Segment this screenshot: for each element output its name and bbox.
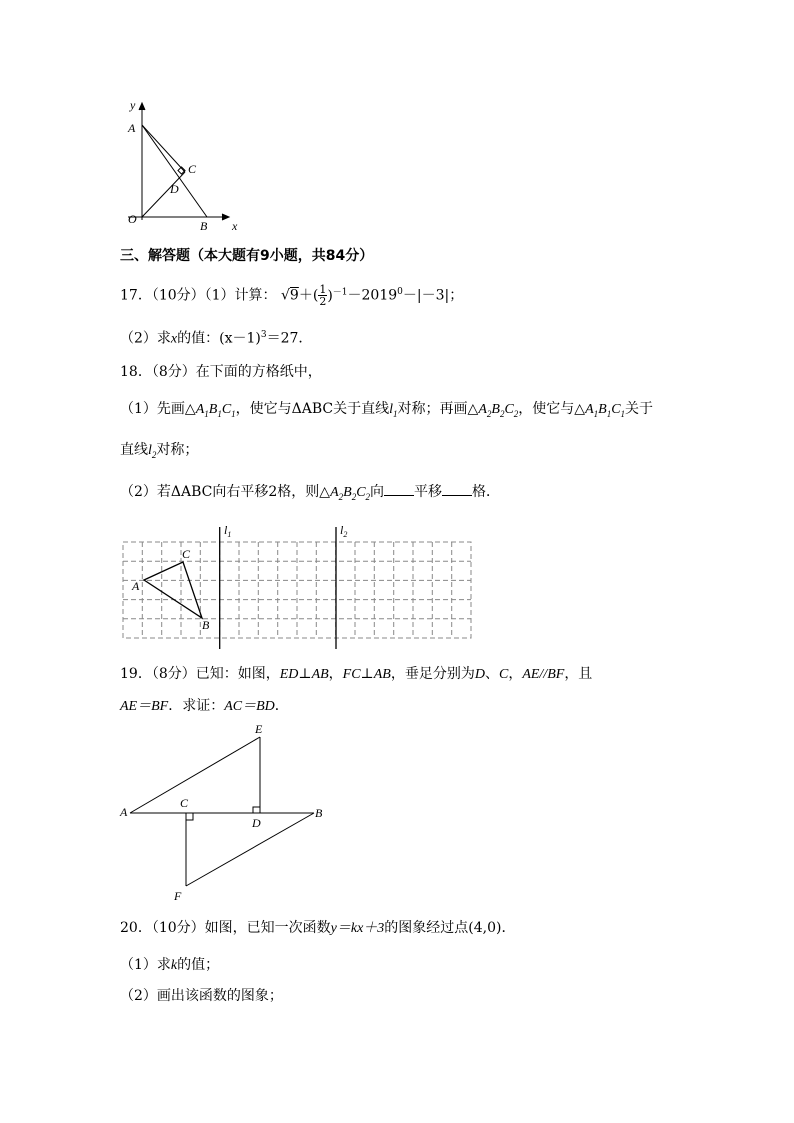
q18-line4-c: 平移 <box>414 484 443 500</box>
q19-line1-e: ，垂足分别为 <box>390 666 475 682</box>
grid-label-l1: $l_1$ <box>224 523 232 539</box>
q18-line2-e: 关于 <box>625 401 654 417</box>
q20-line1-c: 的图象经过点 <box>384 920 469 936</box>
q19-line2-b: ．求证： <box>168 698 225 714</box>
q20-line2-b: k <box>170 958 178 973</box>
q20-line1-b: y＝kx＋3 <box>330 921 385 936</box>
q19-line1-h: C <box>498 667 509 682</box>
q17-line2-eq-tail: ＝27． <box>266 330 313 347</box>
q17-line2-eq: (x－1) <box>219 330 261 347</box>
q18-line4-b: 向 <box>370 484 385 500</box>
q17-line1-tail: －2019 <box>347 287 398 304</box>
q19-line2-d: ． <box>274 698 289 714</box>
fig16-label-A: A <box>128 121 136 135</box>
q18-line4-d: 格． <box>472 484 501 500</box>
q19-line1-d: FC⊥AB <box>342 667 391 682</box>
q19-line1-k: ，且 <box>564 666 593 682</box>
q19-line1-a: 19．（8分）已知：如图， <box>120 666 280 682</box>
q19-line1-i: ， <box>508 666 523 682</box>
q18-line2-a: （1）先画△ <box>120 401 196 417</box>
fig16-label-B: B <box>200 219 208 233</box>
fig16-label-O: O <box>128 212 137 226</box>
q19-line1-g: 、 <box>484 666 499 682</box>
q18-line3-a: 直线 <box>120 442 148 458</box>
grid-label-C: C <box>182 547 191 561</box>
q17-line2-mid: 的值： <box>177 330 220 347</box>
q20-line2 <box>120 955 219 976</box>
q19-line1 <box>120 664 592 685</box>
fig19-label-E: E <box>255 722 263 736</box>
fig19-label-B: B <box>315 806 323 820</box>
fig16-label-C: C <box>188 162 197 176</box>
q18-line3-b: 对称； <box>156 442 199 458</box>
grid-label-l2: $l_2$ <box>340 523 348 539</box>
q17-line1-prefix: 17．（10分）（1）计算： <box>120 287 277 304</box>
q18-line3: 直线$l_2$对称； <box>120 442 199 460</box>
q18-line4: （2）若ΔABC向右平移2格，则$\triangle A_2B_2C_2$向 平移 格． <box>120 481 500 507</box>
grid-label-B: B <box>202 618 210 632</box>
q17-line2-var: x <box>170 331 178 347</box>
q18-line2: （1）先画$\triangle A_1B_1C_1$，使它与ΔABC关于直线$l_1$对称；再画$\triangle A_2B_2C_2$，使它与$\triangle A_1B_1C_1$关于 <box>120 401 654 419</box>
q18-blank-direction <box>384 481 414 496</box>
fig16-label-x: x <box>232 219 238 233</box>
q17-line2-prefix: （2）求 <box>120 330 171 347</box>
q20-line2-c: 的值； <box>177 957 220 973</box>
q20-line1 <box>120 918 516 939</box>
q20-line2-a: （1）求 <box>120 957 171 973</box>
fig19-label-C: C <box>180 796 189 810</box>
q20-line1-d: (4,0) <box>468 920 502 936</box>
q20-line1-e: ． <box>501 920 516 936</box>
q18-grid-figure <box>120 525 480 655</box>
q19-line1-b: ED⊥AB <box>279 667 329 682</box>
fig19-label-A: A <box>120 805 128 819</box>
q17-line1-tail2: －|－3|； <box>402 287 464 304</box>
grid-label-A: A <box>132 579 140 593</box>
q20-line1-a: 20．（10分）如图，已知一次函数 <box>120 920 331 936</box>
q18-line2-c: 对称；再画△ <box>397 401 479 417</box>
q18-line2-b: ，使它与ΔABC关于直线 <box>235 401 390 417</box>
q17-line2: （2）求x的值：$(x-1)^3=27$． <box>120 330 313 347</box>
q19-line1-f: D <box>474 667 485 682</box>
q19-figure <box>118 720 338 905</box>
q19-line2 <box>120 696 289 717</box>
q20-line3: （2）画出该函数的图象； <box>120 988 283 1004</box>
fig16-label-y: y <box>130 98 136 112</box>
q18-line2-d: ，使它与△ <box>518 401 586 417</box>
q18-line1: 18．（8分）在下面的方格纸中， <box>120 364 322 380</box>
fig19-label-D: D <box>252 816 261 830</box>
fig19-label-F: F <box>174 889 182 903</box>
grid-label-l1-text: l <box>224 523 228 537</box>
sqrt-9: √9 <box>281 287 299 304</box>
q19-line1-c: ， <box>328 666 343 682</box>
q19-line2-a: AE＝BF <box>120 699 169 714</box>
section3-heading: 三、解答题（本大题有9小题，共84分） <box>120 248 374 264</box>
q19-line2-c: AC＝BD <box>224 699 275 714</box>
grid-label-l2-text: l <box>340 523 344 537</box>
fraction-half: $\frac{1}{2}$ <box>319 283 327 309</box>
fig16-diagram <box>120 95 240 235</box>
fig16-label-D: D <box>170 182 179 196</box>
q18-blank-count <box>442 481 472 496</box>
q18-line4-a: （2）若ΔABC向右平移2格，则△ <box>120 484 331 500</box>
q19-line1-j: AE//BF <box>522 667 565 682</box>
q17-line1: 17．（10分）（1）计算： √9＋( $\frac{1}{2}$ )$^{-1}-2019^0-|-3|$； <box>120 283 464 309</box>
